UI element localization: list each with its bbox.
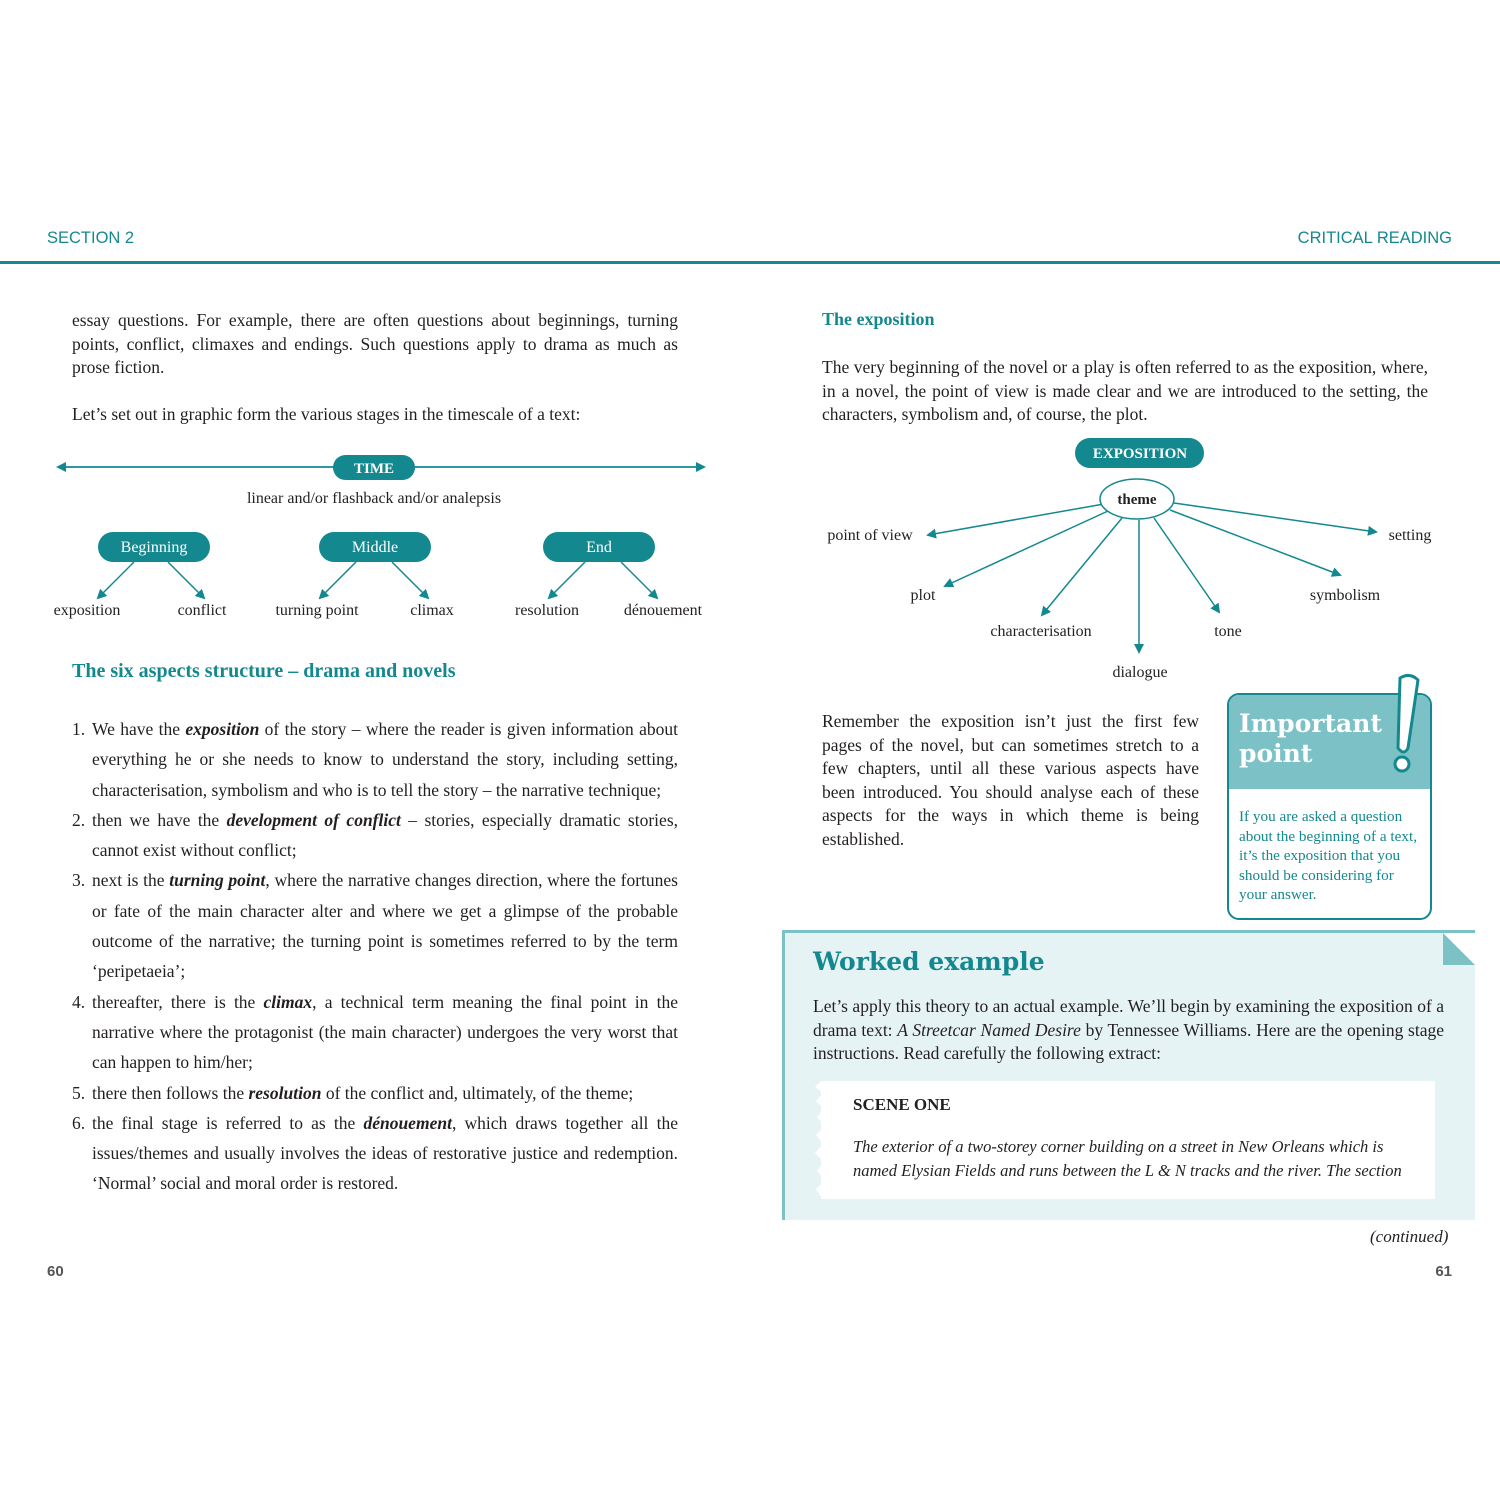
stage-end-right: dénouement — [623, 602, 703, 619]
list-text-pre: there then follows the — [92, 1082, 249, 1103]
timeline-caption: linear and/or flashback and/or analepsis — [246, 490, 502, 507]
list-number: 1. — [72, 719, 86, 739]
node-characterisation: characterisation — [990, 623, 1092, 640]
important-title-line2: point — [1239, 739, 1313, 768]
play-title: A Streetcar Named Desire — [897, 1019, 1081, 1040]
intro-paragraph: essay questions. For example, there are often questions about beginnings, turning points, conflict, climaxes and endings. Such questions apply to drama as much as prose fiction. — [72, 310, 678, 377]
list-number: 5. — [72, 1082, 86, 1103]
node-setting: setting — [1388, 527, 1432, 544]
list-item — [72, 1108, 678, 1199]
node-dialogue: dialogue — [1112, 664, 1168, 681]
remember-paragraph: Remember the exposition isn’t just the first few pages of the novel, but can sometimes stretch to a few chapters, until all these various aspects have been introduced. You should analyse each of these aspects for the ways in which theme is being established. — [822, 711, 1199, 849]
worked-example-box — [782, 930, 1475, 1220]
worked-example-text-post: by Tennessee Williams. Here are the opening stage instructions. Read carefully the following extract: — [813, 1019, 1444, 1063]
exposition-heading: The exposition — [822, 309, 935, 329]
worked-example-title: Worked example — [813, 947, 1045, 976]
stage-beginning-left: exposition — [53, 602, 121, 619]
list-term: climax — [263, 991, 313, 1012]
exposition-intro: The very beginning of the novel or a play is often referred to as the exposition, where, in a novel, the point of view is made clear and we are introduced to the setting, the characters, symbolism and, of course, the plot. — [822, 357, 1428, 424]
list-item — [72, 987, 678, 1078]
continued-label: (continued) — [1370, 1227, 1449, 1246]
page-number-left: 60 — [47, 1263, 64, 1280]
stage-middle-label: Middle — [351, 539, 399, 556]
important-title-line1: Important — [1239, 709, 1382, 738]
theme-label: theme — [1117, 492, 1157, 508]
list-term: dénouement — [363, 1112, 452, 1133]
list-term: resolution — [248, 1082, 322, 1103]
list-text-post: of the conflict and, ultimately, of the theme; — [321, 1082, 634, 1103]
list-text-pre: then we have the — [92, 809, 227, 830]
list-item — [72, 805, 678, 866]
list-item — [72, 865, 678, 986]
list-text-pre: We have the — [92, 719, 186, 739]
list-item — [72, 714, 678, 805]
page-number-right: 61 — [1435, 1263, 1452, 1280]
list-text-pre: the final stage is referred to as the — [92, 1112, 364, 1133]
list-term: development of conflict — [226, 809, 401, 830]
exposition-pill-label: EXPOSITION — [1092, 446, 1188, 462]
stage-middle-right: climax — [410, 602, 454, 619]
torn-edge — [813, 1081, 833, 1199]
list-number: 2. — [72, 809, 86, 830]
extract-box — [821, 1081, 1435, 1199]
list-term: turning point — [169, 870, 266, 891]
lead-in-paragraph: Let’s set out in graphic form the various stages in the timescale of a text: — [72, 404, 581, 424]
header-rule — [0, 261, 1500, 264]
page-fold-corner — [1443, 933, 1475, 965]
list-number: 6. — [72, 1112, 86, 1133]
scene-heading: SCENE ONE — [853, 1095, 951, 1114]
exposition-diagram — [812, 432, 1452, 692]
six-aspects-list — [72, 714, 678, 1199]
list-text-pre: thereafter, there is the — [92, 991, 264, 1012]
list-item — [72, 1078, 678, 1108]
list-text-post: , which draws together all the issues/themes and usually involves the ideas of restorative justice and redemption. ‘Normal’ social and moral order is restored. — [92, 1112, 678, 1194]
important-point-title — [1239, 709, 1382, 769]
list-number: 4. — [72, 991, 86, 1012]
worked-example-text — [813, 995, 1444, 1066]
important-point-text: If you are asked a question about the beginning of a text, it’s the exposition that you should be considering for your answer. — [1239, 808, 1417, 903]
list-text-post: , where the narrative changes direction, where the fortunes or fate of the main character alter and where we get a glimpse of the probable outcome of the narrative; the turning point is sometimes referred to by the term ‘peripetaeia’; — [92, 870, 678, 982]
six-aspects-heading: The six aspects structure – drama and novels — [72, 660, 456, 682]
node-point-of-view: point of view — [827, 527, 913, 544]
running-head-right: CRITICAL READING — [1297, 229, 1452, 247]
list-term: exposition — [185, 719, 260, 739]
list-text-post: , a technical term meaning the final point in the narrative where the protagonist (the main character) undergoes the very worst that can happen to him/her; — [92, 991, 678, 1073]
list-text-pre: next is the — [92, 870, 170, 891]
scene-text: The exterior of a two-storey corner building on a street in New Orleans which is named Elysian Fields and runs between the L & N tracks and the river. The section — [853, 1137, 1402, 1180]
node-plot: plot — [910, 587, 936, 604]
list-text-post: of the story – where the reader is given information about everything he or she needs to know to understand the story, including setting, characterisation, symbolism and who is to tell the story – the narrative technique; — [92, 719, 678, 800]
stage-end-left: resolution — [515, 602, 579, 619]
stage-middle-left: turning point — [275, 602, 359, 619]
node-tone: tone — [1214, 623, 1242, 640]
stage-end-label: End — [586, 539, 612, 556]
stage-beginning-label: Beginning — [120, 539, 188, 556]
timeline-diagram — [40, 448, 730, 630]
list-text-post: – stories, especially dramatic stories, cannot exist without conflict; — [92, 809, 679, 861]
stage-beginning-right: conflict — [177, 602, 227, 619]
list-number: 3. — [72, 870, 86, 891]
time-label: TIME — [353, 461, 395, 477]
worked-example-text-pre: Let’s apply this theory to an actual example. We’ll begin by examining the exposition of a drama text: — [813, 996, 1444, 1040]
node-symbolism: symbolism — [1309, 587, 1381, 604]
running-head-left: SECTION 2 — [47, 229, 135, 247]
exclamation-icon — [1388, 672, 1426, 776]
